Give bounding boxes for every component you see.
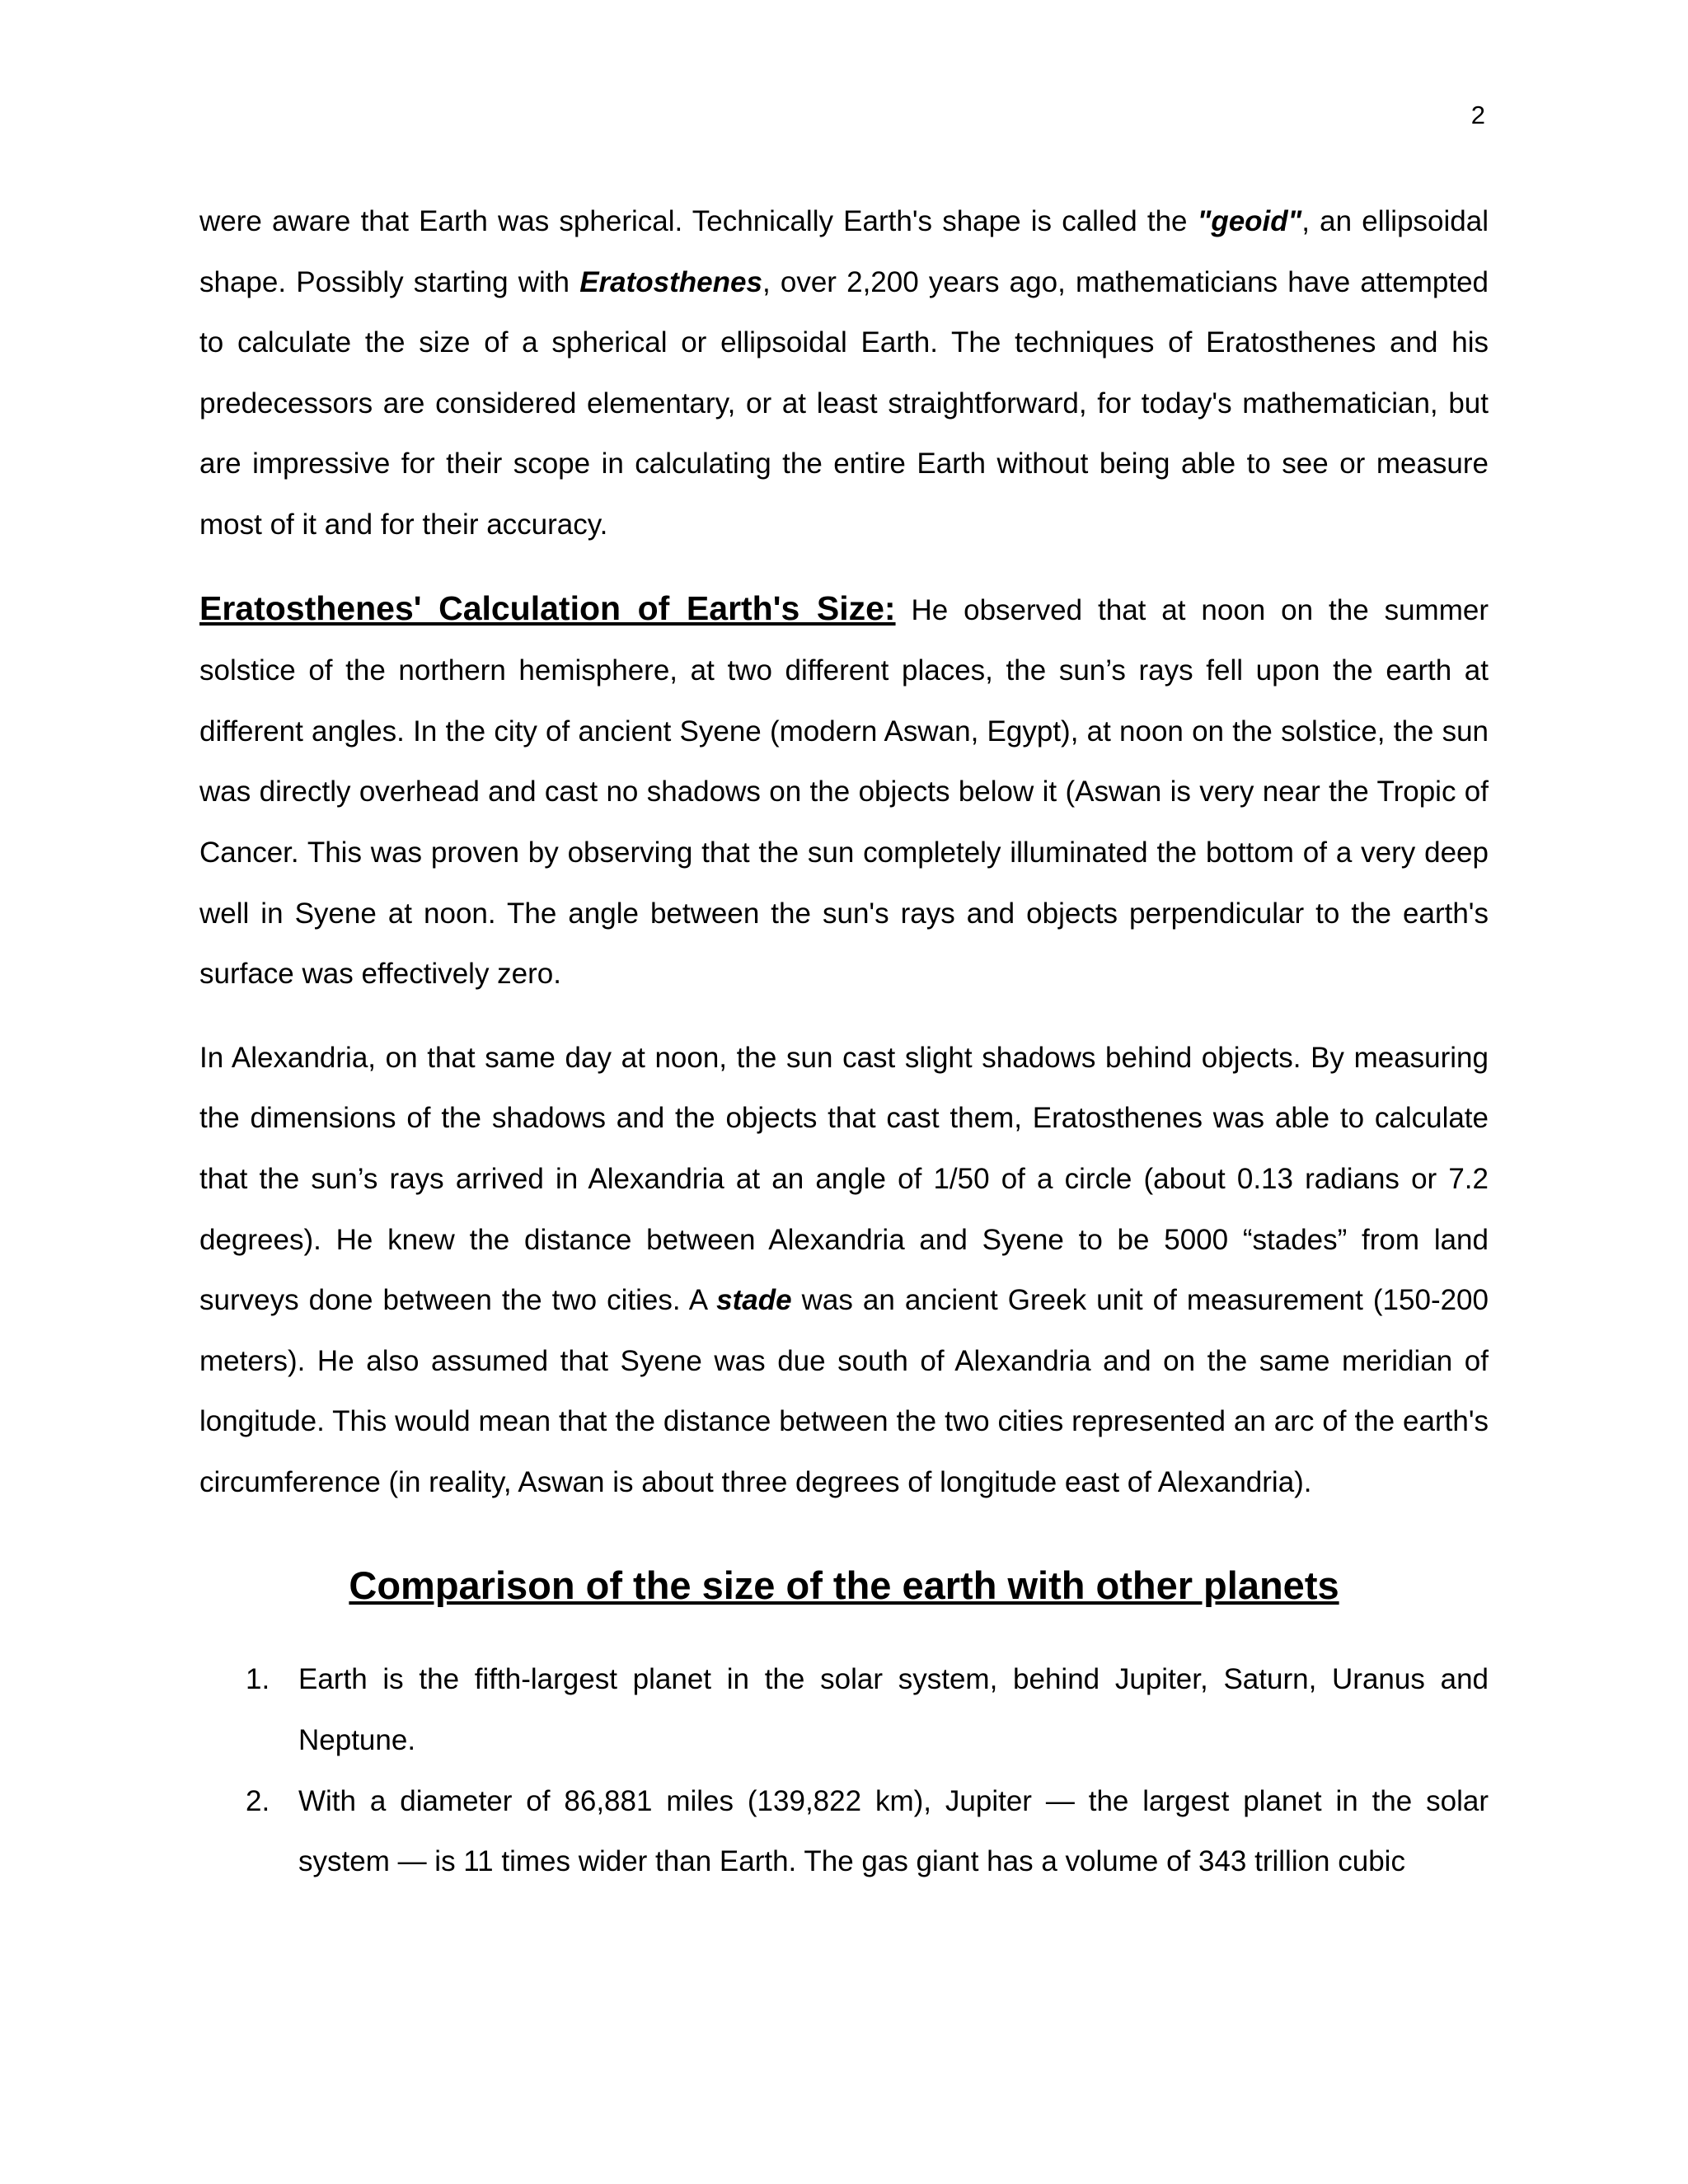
paragraph-text: was an ancient Greek unit of measurement (150-200 meters). He also assumed that Syene was due south of Alexandria and on the same meridian of longitude. This would mean that the distance between the two cities represented an arc of the earth's circumference (in reality, Aswan is about three degrees of longitude east of Alexandria). bbox=[199, 1284, 1489, 1498]
paragraph-text: , over 2,200 years ago, mathematicians have attempted to calculate the size of a spherical or ellipsoidal Earth. The techniques of Eratosthenes and his predecessors are considered elementary, or at least straightforward, for today's mathematician, but are impressive for their scope in calculating the entire Earth without being able to see or measure most of it and for their accuracy. bbox=[199, 265, 1489, 541]
paragraph-text: were aware that Earth was spherical. Technically Earth's shape is called the bbox=[199, 205, 1198, 237]
list-item-number: 2. bbox=[246, 1784, 270, 1817]
page-number: 2 bbox=[1470, 101, 1485, 129]
paragraph-text: In Alexandria, on that same day at noon, the sun cast slight shadows behind objects. By measuring the dimensions of the shadows and the objects that cast them, Eratosthenes was able to calculate that the sun’s rays arrived in Alexandria at an angle of 1/50 of a circle (about 0.13 radians or 7.2 degrees). He knew the distance between Alexandria and Syene to be 5000 “stades” from land surveys done between the two cities. A bbox=[199, 1041, 1489, 1317]
emphasis-geoid: "geoid" bbox=[1197, 205, 1302, 237]
list-item-text: Earth is the fifth-largest planet in the solar system, behind Jupiter, Saturn, Uranus and Neptune. bbox=[298, 1663, 1489, 1757]
paragraph-eratosthenes-calculation bbox=[199, 579, 1489, 1005]
paragraph-alexandria bbox=[199, 1028, 1489, 1513]
paragraph-earth-shape bbox=[199, 191, 1489, 555]
document-body bbox=[199, 191, 1489, 1892]
planet-comparison-list bbox=[199, 1649, 1489, 1891]
list-item-number: 1. bbox=[246, 1663, 270, 1696]
section-title-planet-comparison: Comparison of the size of the earth with other planets bbox=[349, 1563, 1339, 1608]
list-item bbox=[199, 1649, 1489, 1770]
paragraph-text: He observed that at noon on the summer solstice of the northern hemisphere, at two different places, the sun’s rays fell upon the earth at different angles. In the city of ancient Syene (modern Aswan, Egypt), at noon on the solstice, the sun was directly overhead and cast no shadows on the objects below it (Aswan is very near the Tropic of Cancer. This was proven by observing that the sun completely illuminated the bottom of a very deep well in Syene at noon. The angle between the sun's rays and objects perpendicular to the earth's surface was effectively zero. bbox=[199, 593, 1489, 991]
emphasis-eratosthenes: Eratosthenes bbox=[579, 265, 762, 298]
inline-heading-calculation: Eratosthenes' Calculation of Earth's Size: bbox=[199, 588, 896, 627]
paragraph-text: , an ellipsoidal shape. Possibly starting with bbox=[199, 205, 1489, 298]
list-item bbox=[199, 1771, 1489, 1892]
list-item-text: With a diameter of 86,881 miles (139,822 km), Jupiter — the largest planet in the solar system — is 11 times wider than Earth. The gas giant has a volume of 343 trillion cubic bbox=[298, 1784, 1489, 1878]
emphasis-stade: stade bbox=[716, 1284, 792, 1317]
